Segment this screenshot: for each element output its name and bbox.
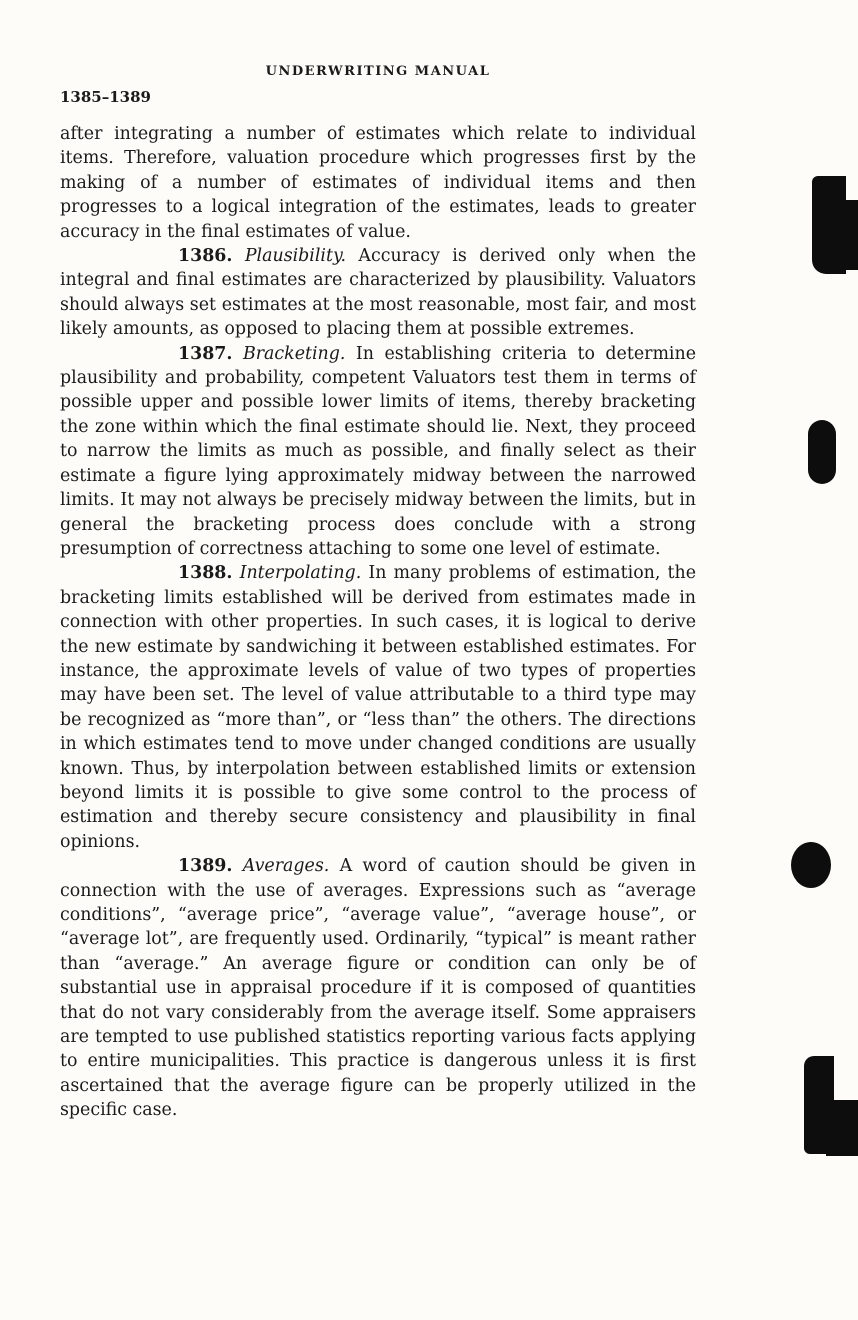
section-title: Bracketing. bbox=[242, 343, 346, 364]
binder-clip-tab-top bbox=[838, 200, 858, 270]
punch-hole-mark bbox=[791, 842, 831, 888]
section-title: Averages. bbox=[242, 856, 330, 877]
section-text: Accuracy is derived only when the integral and final estimates are characterized by plausibility. Valuators should always set estimates at the most reasonable, most fair, and most likely amounts, as opposed to placing them at possible extremes. bbox=[60, 246, 696, 340]
section-1386 bbox=[60, 244, 696, 342]
section-text: A word of caution should be given in connection with the use of averages. Expressions such as “average conditions”, “average price”, “average value”, “average house”, or “average lot”, are frequently used. Ordinarily, “typical” is meant rather than “average.” An average figure or condition can only be of substantial use in appraisal procedure if it is composed of quantities that do not vary considerably from the average itself. Some appraisers are tempted to use published statistics reporting various facts applying to entire municipalities. This practice is dangerous unless it is first ascertained that the average figure can be properly utilized in the specific case. bbox=[60, 856, 696, 1121]
section-1387 bbox=[60, 342, 696, 562]
binder-clip-tab-bottom bbox=[826, 1100, 858, 1156]
section-1389 bbox=[60, 854, 696, 1122]
section-1388 bbox=[60, 561, 696, 854]
section-range: 1385–1389 bbox=[60, 88, 151, 106]
section-title: Interpolating. bbox=[239, 563, 362, 584]
page-body bbox=[60, 122, 696, 1123]
section-text: In many problems of estimation, the bracketing limits established will be derived from estimates made in connection with other properties. In such cases, it is logical to derive the new estimate by sandwiching it between established estimates. For instance, the approximate levels of value of two types of properties may have been set. The level of value attributable to a third type may be recognized as “more than”, or “less than” the others. The directions in which estimates tend to move under changed conditions are usually known. Thus, by interpolation between established limits or extension beyond limits it is possible to give some control to the process of estimation and thereby secure consistency and plausibility in final opinions. bbox=[60, 563, 697, 852]
section-number: 1386. bbox=[178, 246, 233, 267]
section-number: 1389. bbox=[178, 856, 233, 877]
binder-hole-mark bbox=[808, 420, 836, 484]
section-number: 1387. bbox=[178, 343, 233, 364]
continued-paragraph: after integrating a number of estimates which relate to individual items. Therefore, valuation procedure which progresses first by the making of a number of estimates of individual items and then progresses to a logical integration of the estimates, leads to greater accuracy in the final estimates of value. bbox=[60, 124, 696, 242]
section-title: Plausibility. bbox=[244, 246, 347, 267]
section-text: In establishing criteria to determine plausibility and probability, competent Valuators test them in terms of possible upper and possible lower limits of items, thereby bracketing the zone within which the final estimate should lie. Next, they proceed to narrow the limits as much as possible, and finally select as their estimate a figure lying approximately midway between the narrowed limits. It may not always be precisely midway between the limits, but in general the bracketing process does conclude with a strong presumption of correctness attaching to some one level of estimate. bbox=[60, 343, 696, 559]
section-number: 1388. bbox=[178, 563, 233, 584]
running-title: UNDERWRITING MANUAL bbox=[265, 64, 491, 79]
